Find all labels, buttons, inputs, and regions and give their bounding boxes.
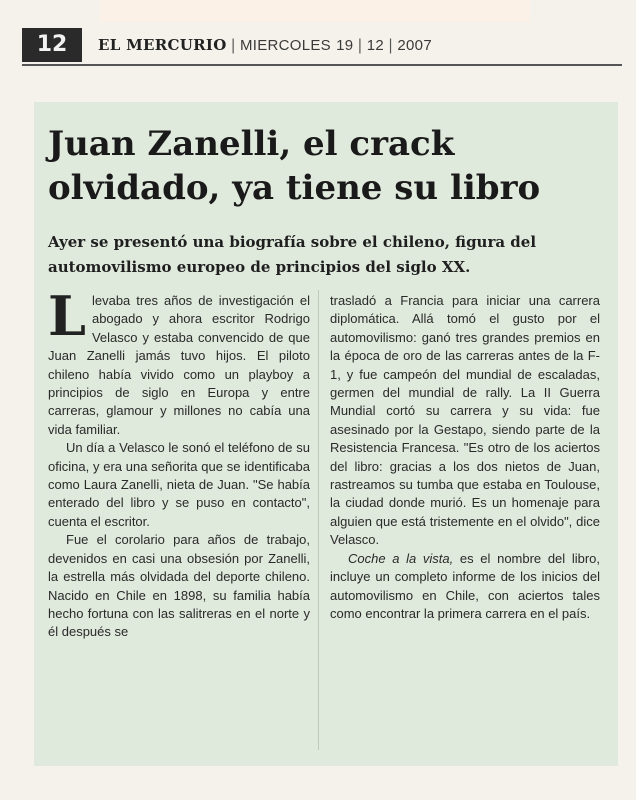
article-paragraph: Un día a Velasco le sonó el teléfono de su oficina, y era una señorita que se identificaba como Laura Zanelli, nieta de Juan. "Se había enterado del libro y se puso en contacto", cuenta el escritor. [48,440,310,529]
masthead-year: 2007 [397,37,432,54]
masthead-month: 12 [366,37,385,54]
article-paragraph: trasladó a Francia para iniciar una carrera diplomática. Allá tomó el gusto por el automovilismo: ganó tres grandes premios en la época de oro de las carreras antes de la F-1, y fue campeón del mundial de escaladas, germen del mundial de rally. La II Guerra Mundial cortó su carrera y su vida: fue asesinado por la Gestapo, siendo parte de la Resistencia Francesa. "Es otro de los aciertos del libro: gracias a los dos nietos de Juan, rastreamos su tumba que estaba en Toulouse, la ciudad donde murió. Es un homenaje para alguien que está tristemente en el olvido", dice Velasco. [330,293,600,548]
book-title: Coche a la vista, [348,550,454,566]
article-paragraph [330,550,600,624]
column-divider [318,290,319,750]
paragraph-text: levaba tres años de investigación el abogado y ahora escritor Rodrigo Velasco y estaba convencido de que Juan Zanelli jamás tuvo hijos. El piloto chileno había vivido como un playboy a principios de siglo en Europa y entre carreras, glamour y millones no cabía una vida familiar. [48,293,310,437]
masthead-day: 19 [336,37,354,54]
article-column-left [48,284,310,642]
article-column-right [330,292,600,623]
paragraph-text: es el nombre del libro, incluye un completo informe de los inicios del automovilismo en Chile, con aciertos tales como encontrar la primera carrera en el país. [330,550,601,621]
drop-cap: L [48,284,86,348]
article-headline: Juan Zanelli, el crack olvidado, ya tiene su libro [48,124,541,208]
masthead-separator: | [388,36,394,54]
article-paragraph: Fue el corolario para años de trabajo, devenidos en casi una obsesión por Zanelli, la estrella más olvidada del deporte chileno. Nacido en Chile en 1898, su familia había hecho fortuna con las salitreras en el norte y él después se [48,532,310,640]
header-rule [22,64,622,66]
masthead [98,36,432,58]
scan-edge-strip [100,0,530,22]
article-subheadline: Ayer se presentó una biografía sobre el chileno, figura del automovilismo europeo de principios del siglo XX. [48,233,537,276]
article-paragraph [48,284,310,439]
page-number: 12 [22,28,82,62]
newspaper-name: EL MERCURIO [98,36,227,54]
masthead-separator: | [357,36,363,54]
masthead-separator: | [230,36,236,54]
masthead-weekday: MIERCOLES [239,37,331,54]
